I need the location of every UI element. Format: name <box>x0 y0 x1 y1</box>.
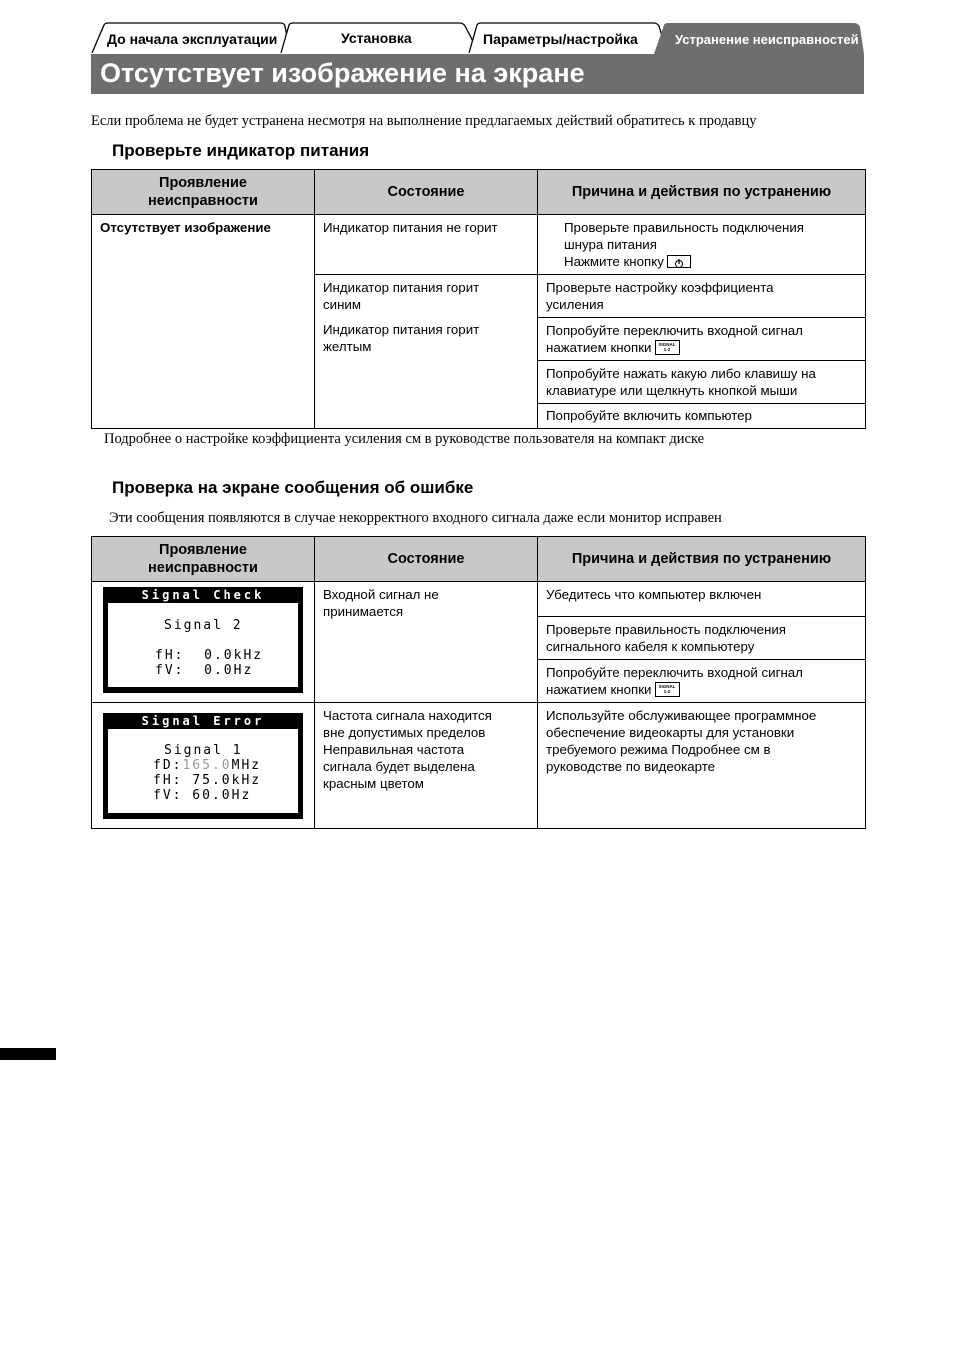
action-line: Используйте обслуживающее программное <box>546 708 817 723</box>
section-tabs <box>91 22 864 54</box>
status-text <box>315 275 537 359</box>
osd-body <box>108 603 298 687</box>
status-line: вне допустимых пределов <box>323 725 486 740</box>
osd-title: Signal Error <box>141 714 265 728</box>
action-text <box>538 318 865 360</box>
action-cell <box>538 703 866 829</box>
osd-text: fD: <box>153 758 183 773</box>
action-line: усиления <box>546 297 604 312</box>
problem-cell <box>92 582 315 703</box>
col-header-status: Состояние <box>315 537 538 582</box>
col-header-problem <box>92 170 315 215</box>
status-line: Индикатор питания горит <box>323 280 480 295</box>
signal-button-icon <box>655 340 680 355</box>
status-line: Индикатор питания горит <box>323 322 480 337</box>
osd-line <box>153 758 261 773</box>
action-text <box>538 361 865 403</box>
action-line: Попробуйте переключить входной сигнал <box>546 323 803 338</box>
status-cell <box>315 215 538 275</box>
power-indicator-table <box>91 169 866 429</box>
osd-text: MHz <box>231 758 262 773</box>
action-text: Попробуйте включить компьютер <box>546 408 752 423</box>
action-line-text: Нажмите кнопку <box>564 254 664 269</box>
action-line: Проверьте правильность подключения <box>546 622 786 637</box>
osd-title: Signal Check <box>141 588 265 602</box>
page-title: Отсутствует изображение на экране <box>100 58 585 88</box>
action-cell <box>538 660 866 703</box>
page-edge-marker <box>0 1048 56 1060</box>
action-text <box>538 703 865 779</box>
action-cell <box>538 582 866 617</box>
col-header-problem <box>92 537 315 582</box>
action-cell <box>538 404 866 429</box>
tab-troubleshooting[interactable] <box>654 22 864 54</box>
osd-line: Signal 2 <box>164 618 243 633</box>
intro-text: Если проблема не будет устранена несмотря на выполнение предлагаемых действий обратитесь к продавцу <box>91 113 757 129</box>
problem-cell <box>92 703 315 829</box>
action-text <box>538 617 865 659</box>
section2-intro: Эти сообщения появляются в случае некорректного входного сигнала даже если монитор исправен <box>109 510 722 526</box>
signal-button-icon <box>655 682 680 697</box>
action-cell <box>538 275 866 318</box>
signal-check-screen <box>103 587 303 693</box>
status-line: синим <box>323 297 361 312</box>
action-line: клавиатуре или щелкнуть кнопкой мыши <box>546 383 798 398</box>
section1-heading: Проверьте индикатор питания <box>112 141 370 160</box>
action-line <box>546 339 857 356</box>
status-cell <box>315 703 538 829</box>
status-line: Входной сигнал не <box>323 587 439 602</box>
action-line: Попробуйте переключить входной сигнал <box>546 665 803 680</box>
header-text: Проявление <box>159 175 247 191</box>
action-cell <box>538 318 866 361</box>
tab-label: Установка <box>341 30 412 46</box>
tab-before-use[interactable] <box>91 22 291 54</box>
problem-cell <box>92 215 315 429</box>
action-cell <box>538 215 866 275</box>
action-line: Попробуйте нажать какую либо клавишу на <box>546 366 816 381</box>
action-line-text: нажатием кнопки <box>546 682 652 697</box>
status-text <box>315 582 537 624</box>
power-button-icon <box>667 255 691 268</box>
osd-line: fH: 75.0kHz <box>153 773 262 788</box>
status-line: сигнала будет выделена <box>323 759 475 774</box>
action-line: Проверьте правильность подключения <box>564 220 804 235</box>
status-line: желтым <box>323 339 372 354</box>
osd-body <box>108 729 298 813</box>
header-text: неисправности <box>148 560 258 576</box>
tab-label: До начала эксплуатации <box>107 31 278 47</box>
error-message-table <box>91 536 866 829</box>
key-label: SIGNAL <box>658 683 676 689</box>
action-line-text: нажатием кнопки <box>546 340 652 355</box>
status-text: Индикатор питания не горит <box>323 220 498 235</box>
osd-error-value: 165.0 <box>182 758 232 773</box>
signal-error-screen <box>103 713 303 819</box>
action-cell <box>538 361 866 404</box>
status-line: Частота сигнала находится <box>323 708 492 723</box>
status-line: Неправильная частота <box>323 742 465 757</box>
tab-label: Параметры/настройка <box>483 31 638 47</box>
status-cell <box>315 582 538 703</box>
status-line: принимается <box>323 604 404 619</box>
note-text: Подробнее о настройке коэффициента усиления см в руководстве пользователя на компакт диске <box>104 431 705 447</box>
action-line <box>564 253 857 270</box>
key-label: SIGNAL <box>658 341 676 347</box>
col-header-status: Состояние <box>315 170 538 215</box>
action-line <box>546 681 857 698</box>
section2-heading: Проверка на экране сообщения об ошибке <box>112 478 474 497</box>
osd-line: Signal 1 <box>164 743 243 758</box>
col-header-cause: Причина и действия по устранению <box>538 170 866 215</box>
action-line: руководстве по видеокарте <box>546 759 716 774</box>
osd-line: fH: 0.0kHz <box>155 648 264 663</box>
action-line: Проверьте настройку коэффициента <box>546 280 774 295</box>
action-text <box>538 660 865 702</box>
title-bar <box>91 54 864 94</box>
action-line: сигнального кабеля к компьютеру <box>546 639 755 654</box>
header-text: Проявление <box>159 542 247 558</box>
tab-settings[interactable] <box>468 22 668 54</box>
header-text: неисправности <box>148 193 258 209</box>
status-text <box>315 703 537 796</box>
osd-line: fV: 60.0Hz <box>153 788 252 803</box>
action-line: обеспечение видеокарты для установки <box>546 725 795 740</box>
action-line: шнура питания <box>564 237 657 252</box>
status-cell <box>315 275 538 429</box>
col-header-cause: Причина и действия по устранению <box>538 537 866 582</box>
action-text <box>538 215 865 274</box>
osd-line: fV: 0.0Hz <box>155 663 254 678</box>
tab-label: Устранение неисправностей <box>675 32 859 47</box>
action-text: Убедитесь что компьютер включен <box>546 587 762 602</box>
action-line: требуемого режима Подробнее см в <box>546 742 771 757</box>
key-label: 1-2 <box>663 346 671 352</box>
status-line: красным цветом <box>323 776 424 791</box>
action-cell <box>538 617 866 660</box>
problem-text: Отсутствует изображение <box>100 220 271 235</box>
action-text <box>538 275 865 317</box>
key-label: 1-2 <box>663 688 671 694</box>
tab-installation[interactable] <box>280 22 480 54</box>
